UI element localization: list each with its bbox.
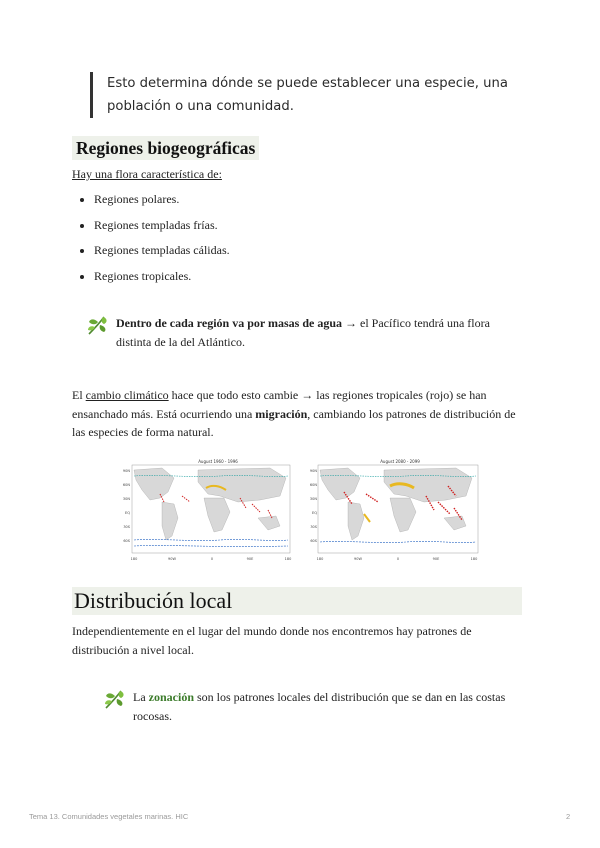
tick-label: 30S <box>123 525 130 529</box>
callout-masas-de-agua <box>86 314 516 352</box>
tick-label: 0 <box>396 557 400 561</box>
blockquote <box>90 72 547 118</box>
tick-label: 90W <box>168 557 176 561</box>
tick-label: EQ <box>312 511 317 515</box>
tick-label: 60S <box>123 539 130 543</box>
map-title: August 2080 - 2099 <box>380 459 420 464</box>
list-item: • Regiones polares. <box>94 187 230 213</box>
tick-label: 30N <box>310 497 317 501</box>
tick-label: 180 <box>316 557 324 561</box>
paragraph-cambio-climatico <box>72 386 528 442</box>
map-title: August 1960 - 1996 <box>198 459 238 464</box>
tick-label: 60N <box>122 483 130 487</box>
tick-label: 60S <box>310 539 317 543</box>
section-intro: Hay una flora característica de: <box>72 167 222 181</box>
herb-leaf-icon <box>103 688 127 710</box>
list-item: • Regiones tropicales. <box>94 264 230 290</box>
tick-label: 0 <box>210 557 214 561</box>
quote-text: Esto determina dónde se puede establecer una especie, una población o una comunidad. <box>107 76 508 114</box>
tick-label: 90N <box>122 469 130 473</box>
list-item: • Regiones templadas cálidas. <box>94 238 230 264</box>
section-heading-regiones: Regiones biogeográficas <box>72 136 259 160</box>
paragraph-distribucion-local: Independientemente en el lugar del mundo donde nos encontremos hay patrones de distribución a nivel local. <box>72 624 472 657</box>
callout-text: La <box>133 690 149 704</box>
callout-zonacion <box>103 688 523 726</box>
list-item: • Regiones templadas frías. <box>94 213 230 239</box>
tick-label: 30S <box>310 525 317 529</box>
regions-list <box>72 187 230 289</box>
section-heading-distribucion-local: Distribución local <box>72 587 522 615</box>
map-image-2080 <box>310 456 484 564</box>
tick-label: 180 <box>470 557 478 561</box>
tick-label: 180 <box>284 557 292 561</box>
herb-leaf-icon <box>86 314 110 336</box>
footer-title: Tema 13. Comunidades vegetales marinas. HIC <box>29 812 189 821</box>
tick-label: EQ <box>125 511 130 515</box>
map-image-1960 <box>120 456 294 564</box>
tick-label: 180 <box>130 557 138 561</box>
paragraph-bold: migración <box>255 406 308 421</box>
tick-label: 30N <box>122 497 130 501</box>
tick-label: 90E <box>432 557 440 561</box>
zonacion-highlight: zonación <box>148 690 194 704</box>
paragraph-text: , cambiando los patrones de distribución de las especies de forma natural. <box>72 406 516 439</box>
paragraph-text: hace que todo esto cambie → las regiones tropicales (rojo) se han ensanchado más. Está ocurriendo una <box>72 388 487 421</box>
cambio-climatico-link[interactable]: cambio climático <box>85 388 169 402</box>
callout-bold-text: Dentro de cada región va por masas de agua <box>116 316 343 330</box>
paragraph-text: El <box>72 388 86 402</box>
callout-text: → el Pacífico tendrá una flora distinta de la del Atlántico. <box>116 316 490 349</box>
tick-label: 90N <box>310 469 317 473</box>
tick-label: 90E <box>246 557 254 561</box>
tick-label: 90W <box>354 557 362 561</box>
page-number: 2 <box>566 812 571 821</box>
callout-text: son los patrones locales del distribución que se dan en las costas rocosas. <box>133 690 506 723</box>
tick-label: 60N <box>310 483 317 487</box>
